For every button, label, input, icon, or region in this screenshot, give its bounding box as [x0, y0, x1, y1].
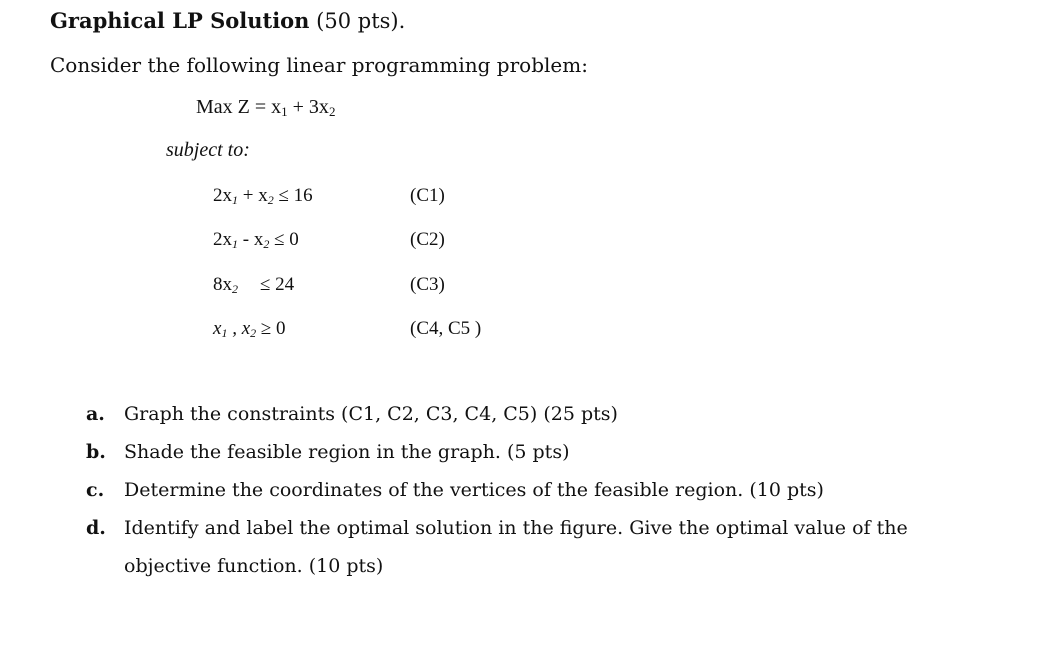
constraint-c1: $2x_1 + x_2 \le 16$	[213, 185, 313, 207]
intro-text: Consider the following linear programming problem:	[50, 53, 588, 77]
constraint-c4-c5: $x_1$ , $x_2 \ge 0$	[213, 318, 286, 340]
constraint-c1-tag: (C1)	[410, 185, 445, 206]
constraint-c3-tag: (C3)	[410, 274, 445, 295]
constraint-c2: $2x_1 - x_2 \le 0$	[213, 229, 299, 251]
subject-to-label: subject to:	[166, 139, 250, 161]
page-title	[50, 8, 405, 33]
title-bold: Graphical LP Solution	[50, 8, 310, 33]
objective-function: Max $Z = x_1 + 3x_2$	[196, 96, 336, 119]
constraint-c3: $8x_2 \le 24$	[213, 274, 295, 296]
title-points: (50 pts).	[316, 9, 406, 33]
constraint-c2-tag: (C2)	[410, 229, 445, 250]
constraint-c4-c5-tag: (C4, C5 )	[410, 318, 482, 339]
